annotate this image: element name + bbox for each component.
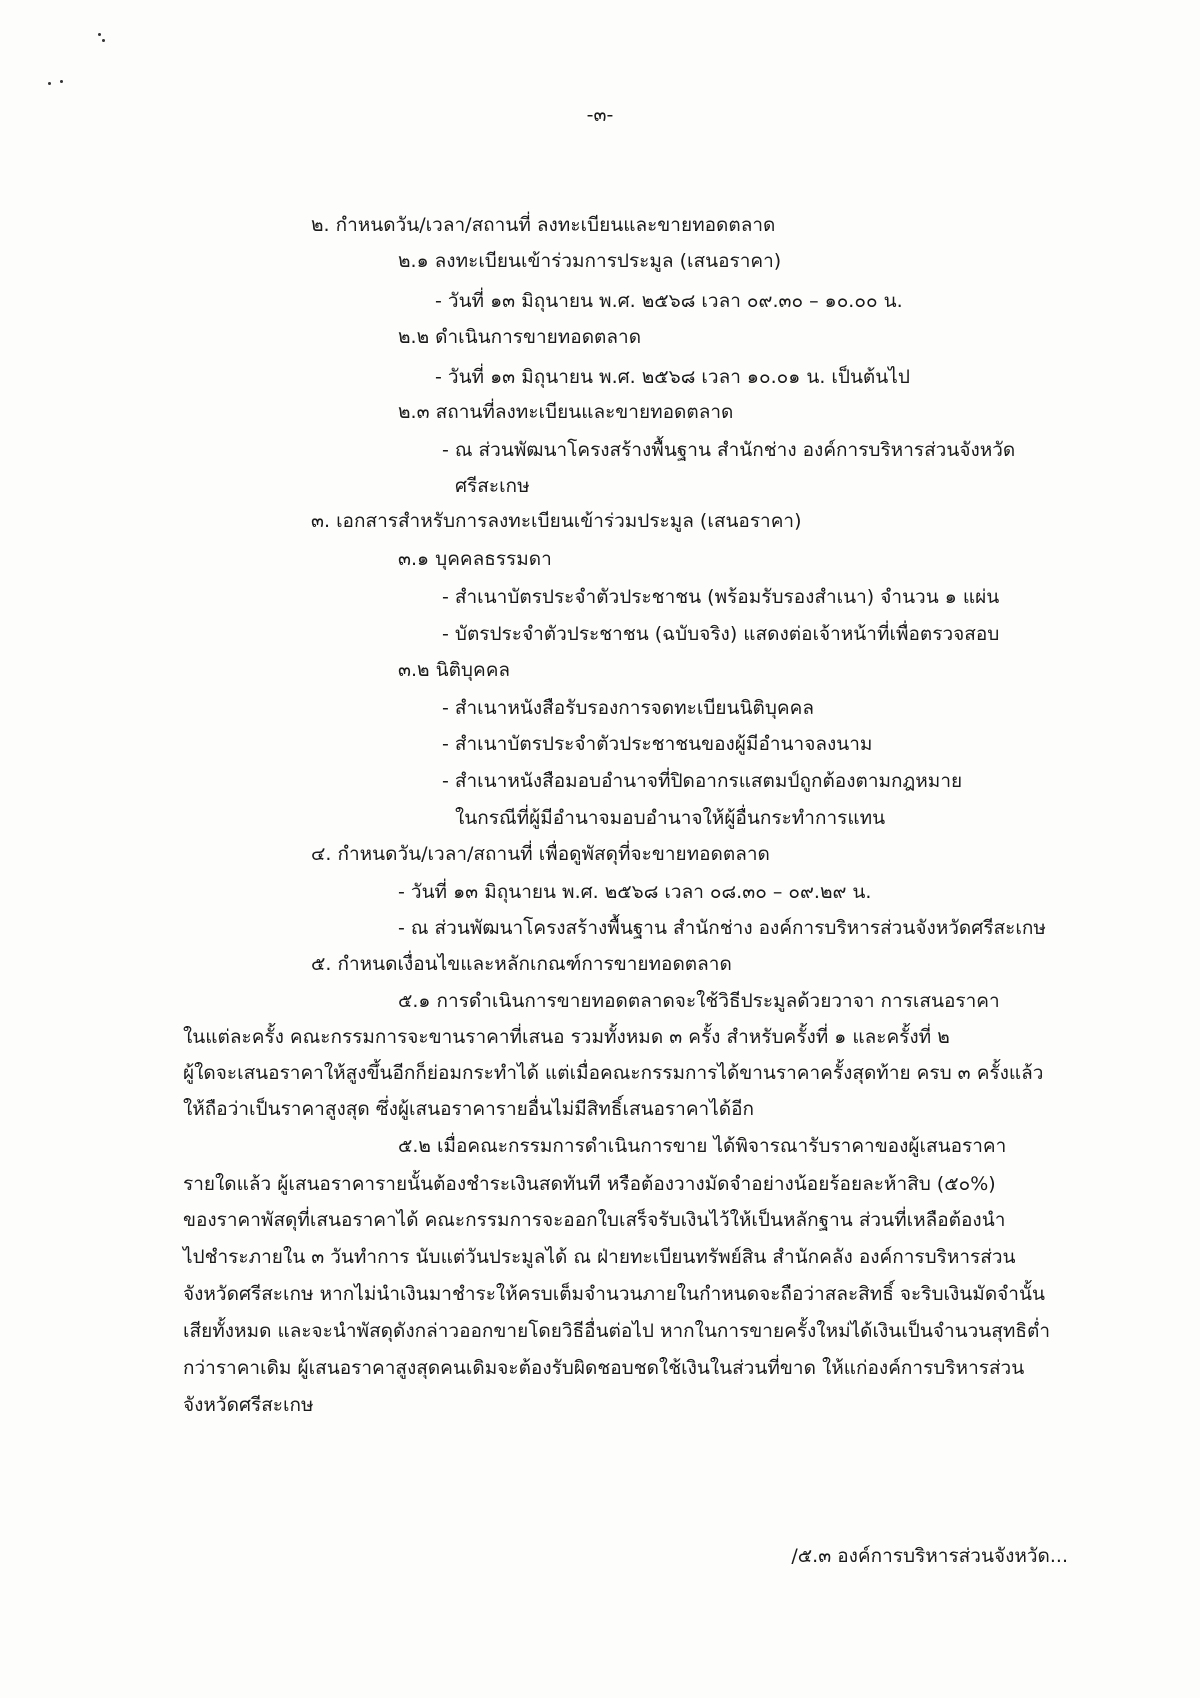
page-number: -๓- — [586, 104, 614, 126]
section-3-1-item: - บัตรประจำตัวประชาชน (ฉบับจริง) แสดงต่อเจ้าหน้าที่เพื่อตรวจสอบ — [442, 623, 1000, 645]
paragraph-5-1-line: ให้ถือว่าเป็นราคาสูงสุด ซึ่งผู้เสนอราคารายอื่นไม่มีสิทธิ์เสนอราคาได้อีก — [183, 1098, 755, 1120]
scan-specks — [40, 25, 130, 95]
paragraph-5-2-line: กว่าราคาเดิม ผู้เสนอราคาสูงสุดคนเดิมจะต้องรับผิดชอบชดใช้เงินในส่วนที่ขาด ให้แก่องค์การบริหารส่วน — [183, 1357, 1025, 1379]
section-4-item: - ณ ส่วนพัฒนาโครงสร้างพื้นฐาน สำนักช่าง องค์การบริหารส่วนจังหวัดศรีสะเกษ — [398, 917, 1046, 939]
paragraph-5-2-line: ไปชำระภายใน ๓ วันทำการ นับแต่วันประมูลได้ ณ ฝ่ายทะเบียนทรัพย์สิน สำนักคลัง องค์การบริหารส่วน — [183, 1246, 1016, 1268]
section-3-1-item: - สำเนาบัตรประจำตัวประชาชน (พร้อมรับรองสำเนา) จำนวน ๑ แผ่น — [442, 586, 1000, 608]
section-4-item: - วันที่ ๑๓ มิถุนายน พ.ศ. ๒๕๖๘ เวลา ๐๘.๓๐ – ๐๙.๒๙ น. — [398, 881, 872, 903]
speck — [98, 33, 101, 36]
paragraph-5-2-line: ของราคาพัสดุที่เสนอราคาได้ คณะกรรมการจะออกใบเสร็จรับเงินไว้ให้เป็นหลักฐาน ส่วนที่เหลือต้องนำ — [183, 1209, 1006, 1231]
section-2-heading: ๒. กำหนดวัน/เวลา/สถานที่ ลงทะเบียนและขายทอดตลาด — [311, 214, 776, 236]
section-2-1-title: ๒.๑ ลงทะเบียนเข้าร่วมการประมูล (เสนอราคา) — [398, 250, 782, 272]
section-3-2-item-cont: ในกรณีที่ผู้มีอำนาจมอบอำนาจให้ผู้อื่นกระทำการแทน — [455, 807, 886, 829]
section-3-2-item: - สำเนาหนังสือรับรองการจดทะเบียนนิติบุคคล — [442, 697, 814, 719]
section-3-1-title: ๓.๑ บุคคลธรรมดา — [398, 548, 552, 570]
continuation-footer: /๕.๓ องค์การบริหารส่วนจังหวัด... — [791, 1545, 1068, 1567]
section-2-2-title: ๒.๒ ดำเนินการขายทอดตลาด — [398, 326, 642, 348]
speck — [60, 80, 63, 83]
section-3-2-item: - สำเนาบัตรประจำตัวประชาชนของผู้มีอำนาจลงนาม — [442, 733, 873, 755]
paragraph-5-1-line: ในแต่ละครั้ง คณะกรรมการจะขานราคาที่เสนอ รวมทั้งหมด ๓ ครั้ง สำหรับครั้งที่ ๑ และครั้งที่ ๒ — [183, 1026, 950, 1048]
section-5-heading: ๕. กำหนดเงื่อนไขและหลักเกณฑ์การขายทอดตลาด — [311, 953, 732, 975]
section-3-2-title: ๓.๒ นิติบุคคล — [398, 659, 511, 681]
section-4-heading: ๔. กำหนดวัน/เวลา/สถานที่ เพื่อดูพัสดุที่จะขายทอดตลาด — [311, 843, 770, 865]
section-3-2-item: - สำเนาหนังสือมอบอำนาจที่ปิดอากรแสตมป์ถูกต้องตามกฎหมาย — [442, 770, 963, 792]
section-2-3-title: ๒.๓ สถานที่ลงทะเบียนและขายทอดตลาด — [398, 401, 734, 423]
speck — [48, 82, 51, 85]
paragraph-5-2-line: รายใดแล้ว ผู้เสนอราคารายนั้นต้องชำระเงินสดทันที หรือต้องวางมัดจำอย่างน้อยร้อยละห้าสิบ (๕๐%) — [183, 1173, 996, 1195]
speck — [102, 39, 105, 42]
section-2-3-item-line1: - ณ ส่วนพัฒนาโครงสร้างพื้นฐาน สำนักช่าง องค์การบริหารส่วนจังหวัด — [442, 439, 1016, 461]
section-2-3-item-line2: ศรีสะเกษ — [455, 475, 530, 497]
section-2-2-item: - วันที่ ๑๓ มิถุนายน พ.ศ. ๒๕๖๘ เวลา ๑๐.๐๑ น. เป็นต้นไป — [435, 366, 910, 388]
paragraph-5-2-line: จังหวัดศรีสะเกษ — [183, 1394, 314, 1416]
section-3-heading: ๓. เอกสารสำหรับการลงทะเบียนเข้าร่วมประมูล (เสนอราคา) — [311, 510, 802, 532]
paragraph-5-2-line: จังหวัดศรีสะเกษ หากไม่นำเงินมาชำระให้ครบเต็มจำนวนภายในกำหนดจะถือว่าสละสิทธิ์ จะริบเงินมัดจำนั้น — [183, 1283, 1045, 1305]
section-2-1-item: - วันที่ ๑๓ มิถุนายน พ.ศ. ๒๕๖๘ เวลา ๐๙.๓๐ – ๑๐.๐๐ น. — [435, 290, 903, 312]
paragraph-5-2-line: ๕.๒ เมื่อคณะกรรมการดำเนินการขาย ได้พิจารณารับราคาของผู้เสนอราคา — [398, 1135, 1007, 1157]
paragraph-5-1-line: ผู้ใดจะเสนอราคาให้สูงขึ้นอีกก็ย่อมกระทำได้ แต่เมื่อคณะกรรมการได้ขานราคาครั้งสุดท้าย ครบ ๓ ครั้งแล้ว — [183, 1062, 1044, 1084]
paragraph-5-1-line: ๕.๑ การดำเนินการขายทอดตลาดจะใช้วิธีประมูลด้วยวาจา การเสนอราคา — [398, 990, 1000, 1012]
paragraph-5-2-line: เสียทั้งหมด และจะนำพัสดุดังกล่าวออกขายโดยวิธีอื่นต่อไป หากในการขายครั้งใหม่ได้เงินเป็นจำนวนสุทธิต่ำ — [183, 1320, 1050, 1342]
